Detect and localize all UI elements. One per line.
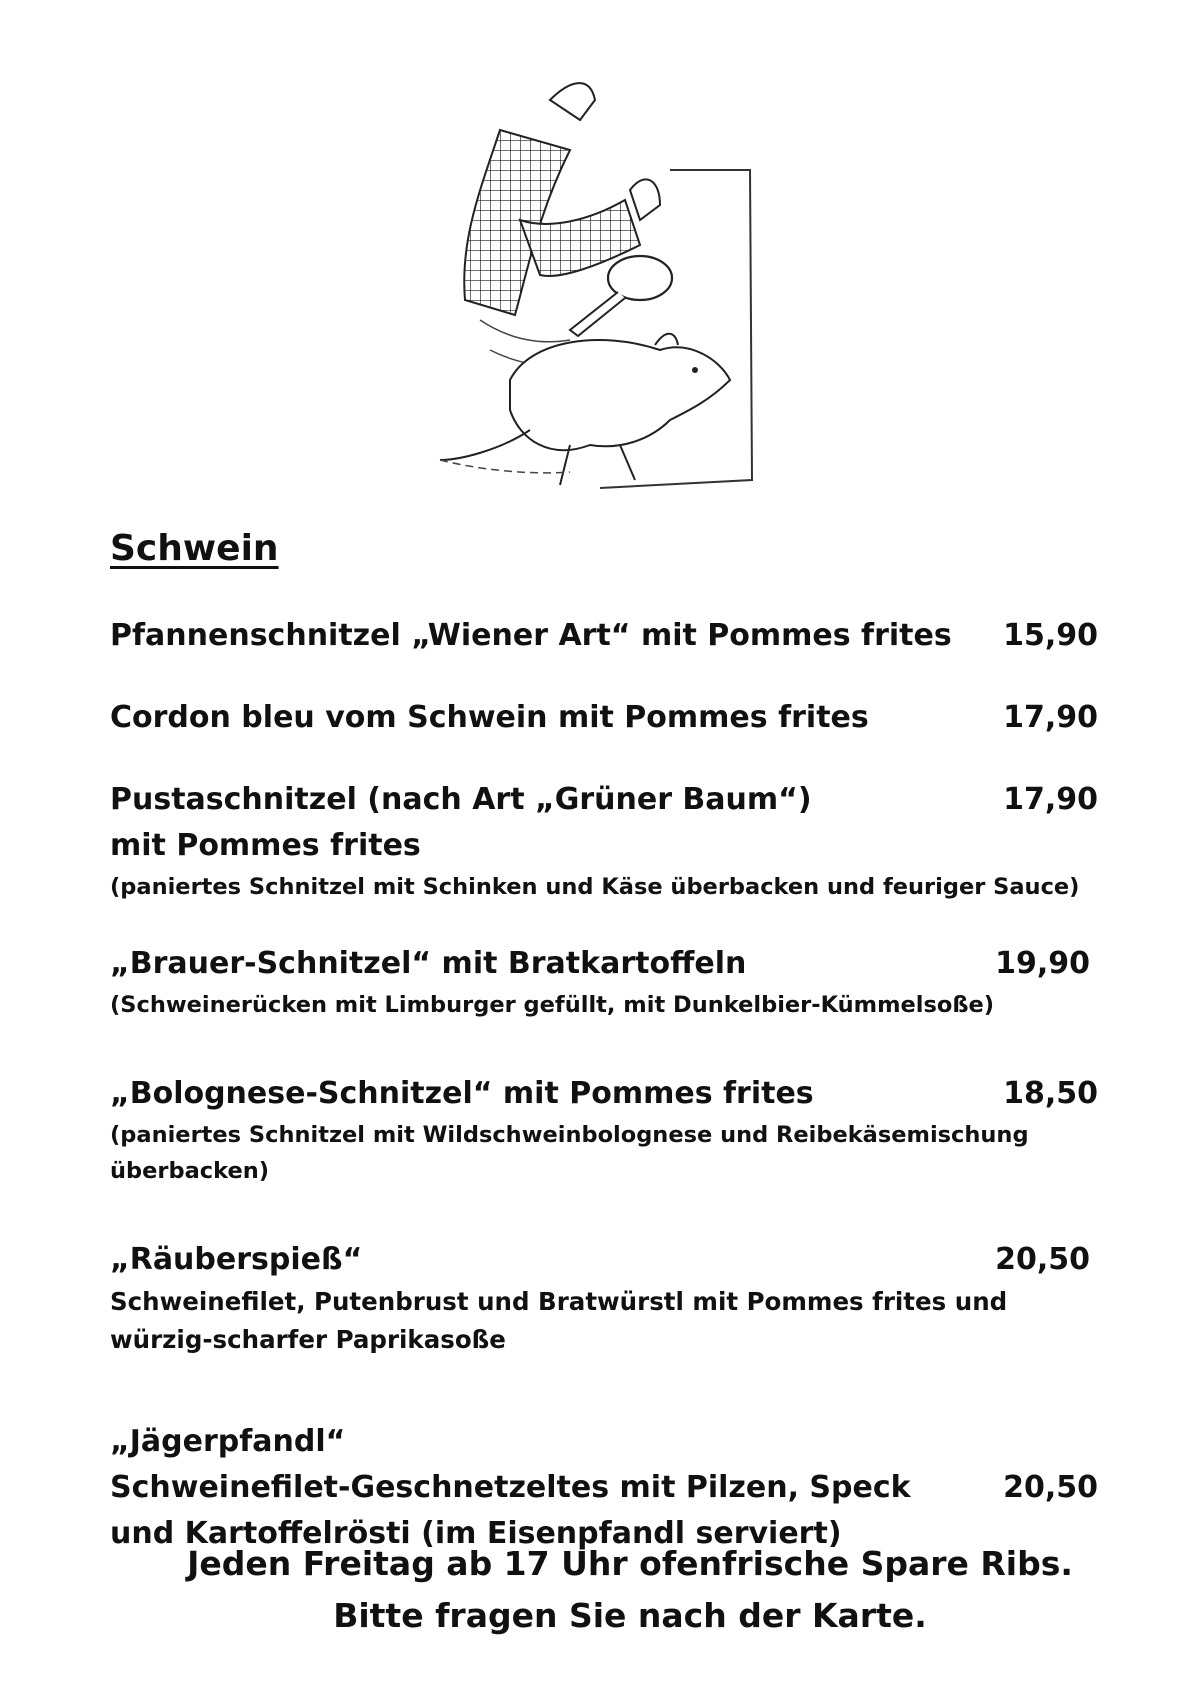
item-name: „Jägerpfandl“ bbox=[110, 1424, 346, 1459]
menu-item bbox=[110, 1237, 1110, 1359]
menu-item bbox=[110, 777, 1110, 905]
item-description: Schweinefilet, Putenbrust und Bratwürstl mit Pommes frites und bbox=[110, 1287, 1008, 1316]
item-price: 20,50 bbox=[995, 1242, 1090, 1277]
footer-note bbox=[0, 1538, 1200, 1642]
item-price: 17,90 bbox=[1003, 700, 1098, 735]
cook-and-pig-sketch-icon bbox=[420, 40, 800, 530]
item-name: „Bolognese-Schnitzel“ mit Pommes frites bbox=[110, 1076, 814, 1111]
item-name: Pfannenschnitzel „Wiener Art“ mit Pommes frites bbox=[110, 618, 952, 653]
item-price: 17,90 bbox=[1003, 782, 1098, 817]
section-title: Schwein bbox=[110, 528, 279, 569]
menu-section bbox=[110, 528, 1110, 1593]
item-price: 20,50 bbox=[1003, 1470, 1098, 1505]
item-note: (Schweinerücken mit Limburger gefüllt, mit Dunkelbier-Kümmelsoße) bbox=[110, 992, 995, 1018]
item-description: und Kartoffelrösti (im Eisenpfandl serviert) bbox=[110, 1516, 842, 1551]
menu-item bbox=[110, 1419, 1110, 1557]
menu-item bbox=[110, 613, 1110, 659]
item-note: (paniertes Schnitzel mit Schinken und Käse überbacken und feuriger Sauce) bbox=[110, 874, 1080, 900]
item-price: 19,90 bbox=[995, 946, 1090, 981]
menu-item bbox=[110, 695, 1110, 741]
menu-item bbox=[110, 941, 1110, 1023]
item-subline: mit Pommes frites bbox=[110, 828, 421, 863]
item-price: 18,50 bbox=[1003, 1076, 1098, 1111]
item-name: Pustaschnitzel (nach Art „Grüner Baum“) bbox=[110, 782, 812, 817]
item-name: Cordon bleu vom Schwein mit Pommes frites bbox=[110, 700, 869, 735]
menu-item bbox=[110, 1071, 1110, 1189]
item-description: würzig-scharfer Paprikasoße bbox=[110, 1325, 506, 1354]
footer-line: Bitte fragen Sie nach der Karte. bbox=[333, 1596, 927, 1635]
item-name: „Brauer-Schnitzel“ mit Bratkartoffeln bbox=[110, 946, 747, 981]
item-note: (paniertes Schnitzel mit Wildschweinbolognese und Reibekäsemischung überbacken) bbox=[110, 1122, 1029, 1184]
item-name: „Räuberspieß“ bbox=[110, 1242, 363, 1277]
item-price: 15,90 bbox=[1003, 618, 1098, 653]
footer-line: Jeden Freitag ab 17 Uhr ofenfrische Spare Ribs. bbox=[187, 1544, 1073, 1583]
item-description: Schweinefilet-Geschnetzeltes mit Pilzen, Speck bbox=[110, 1470, 911, 1505]
